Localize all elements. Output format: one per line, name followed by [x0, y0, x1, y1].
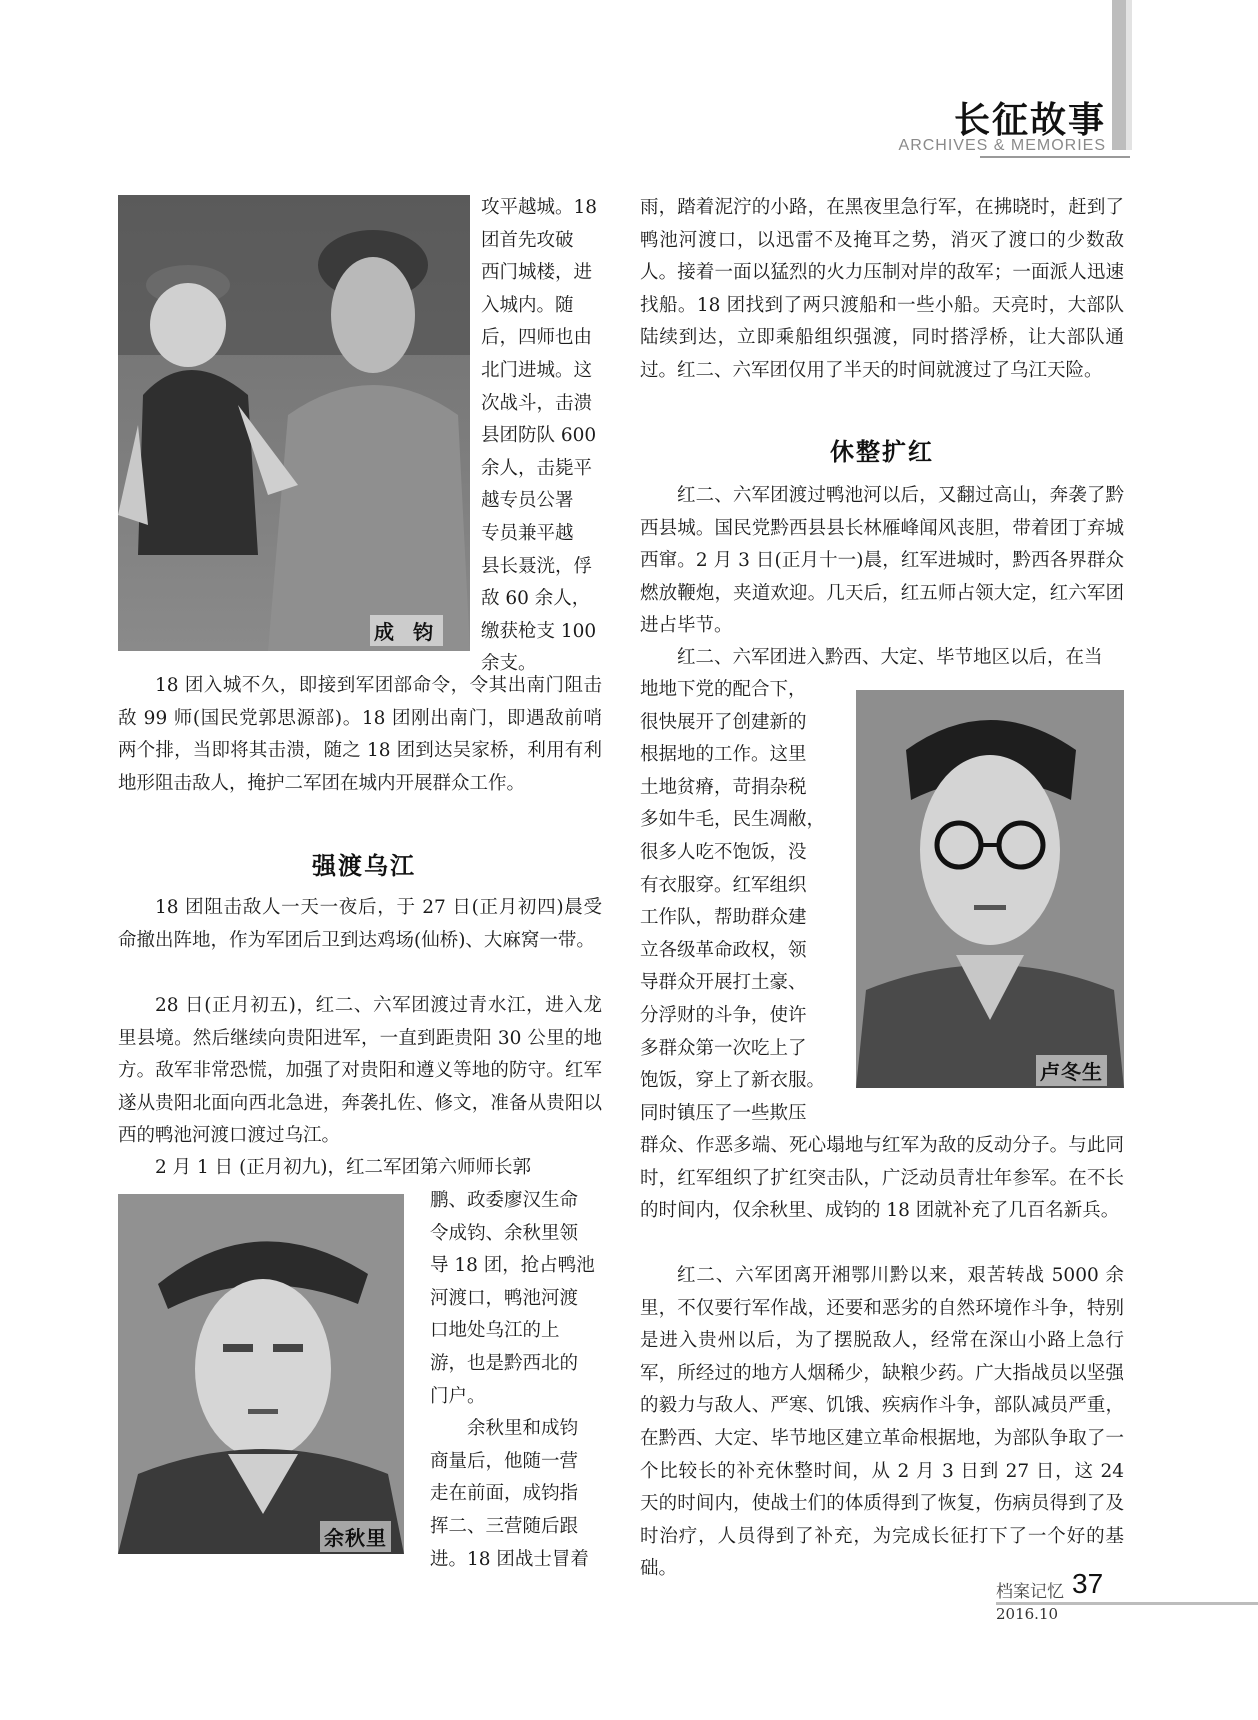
- paragraph: 红二、六军团离开湘鄂川黔以来，艰苦转战 5000 余里，不仅要行军作战，还要和恶劣的自然环境作斗争，特别是进入贵州以后，为了摆脱敌人，经常在深山小路上急行军，所经过的地方人烟稀少，缺粮少药。广大指战员以坚强的毅力与敌人、严寒、饥饿、疾病作斗争，部队减员严重，在黔西、大定、毕节地区建立革命根据地，为部队争取了一个比较长的补充休整时间，从 2 月 3 日到 27 日，这 24 天的时间内，使战士们的体质得到了恢复，伤病员得到了及时治疗，人员得到了补充，为完成长征打下了一个好的基础。: [640, 1265, 1124, 1580]
- paragraph: 雨，踏着泥泞的小路，在黑夜里急行军，在拂晓时，赶到了鸭池河渡口，以迅雷不及掩耳之势，消灭了渡口的少数敌人。接着一面以猛烈的火力压制对岸的敌军；一面派人迅速找船。18 团找到了两只渡船和一些小船。天亮时，大部队陆续到达，立即乘船组织强渡，同时搭浮桥，让大部队通过。红二、六军团仅用了半天的时间就渡过了乌江天险。: [640, 197, 1124, 381]
- paragraph: 群众、作恶多端、死心塌地与红军为敌的反动分子。与此同时，红军组织了扩红突击队，广泛动员青壮年参军。在不长的时间内，仅余秋里、成钧的 18 团就补充了几百名新兵。: [640, 1135, 1124, 1222]
- paragraph: 红二、六军团进入黔西、大定、毕节地区以后，在当: [677, 647, 1103, 668]
- right-wrap-block: [640, 674, 840, 1130]
- wrap-line: 缴获枪支 100: [481, 620, 597, 642]
- wrap-line: 口地处乌江的上: [430, 1320, 560, 1342]
- wrap-line: 越专员公署: [481, 490, 574, 512]
- decorative-bar-light: [1126, 0, 1132, 150]
- paragraph: 28 日(正月初五)，红二、六军团渡过青水江，进入龙里县境。然后继续向贵阳进军，一直到距贵阳 30 公里的地方。敌军非常恐慌，加强了对贵阳和遵义等地的防守。红军遂从贵阳北面向西北急进，奔袭扎佐、修文，准备从贵阳以西的鸭池河渡口渡过乌江。: [118, 995, 602, 1147]
- wrap-line: 县团防队 600: [481, 425, 597, 447]
- paragraph: 18 团阻击敌人一天一夜后，于 27 日(正月初四)晨受命撤出阵地，作为军团后卫到达鸡场(仙桥)、大麻窝一带。: [118, 897, 602, 951]
- wrap-line: 有衣服穿。红军组织: [640, 874, 807, 896]
- section-heading: 强渡乌江: [312, 852, 416, 880]
- wrap-line: 导群众开展打土豪、: [640, 972, 807, 994]
- wrap-line: 专员兼平越: [481, 522, 574, 544]
- wrap-line: 分浮财的斗争，使许: [640, 1004, 807, 1026]
- section-subtitle: ARCHIVES & MEMORIES: [898, 137, 1106, 154]
- wrap-line: 西门城楼，进: [481, 262, 593, 284]
- wrap-line: 攻平越城。18: [481, 197, 598, 218]
- wrap-line: 敌 60 余人，: [481, 588, 591, 610]
- wrap-line: 土地贫瘠，苛捐杂税: [640, 776, 807, 798]
- header-divider: [980, 156, 1130, 158]
- photo-yuqiuli: [118, 1194, 404, 1554]
- wrap-line: 地地下党的配合下，: [640, 679, 807, 700]
- wrap-line: 导 18 团，抢占鸭池: [430, 1255, 595, 1277]
- wrap-line: 余支。: [481, 653, 537, 675]
- paragraph: 红二、六军团渡过鸭池河以后，又翻过高山，奔袭了黔西县城。国民党黔西县县长林雁峰闻风丧胆，带着团丁弃城西窜。2 月 3 日(正月十一)晨，红军进城时，黔西各界群众燃放鞭炮，夹道欢迎。几天后，红五师占领大定，红六军团进占毕节。: [640, 485, 1124, 637]
- section-title: 长征故事: [953, 99, 1106, 141]
- photo-chengjun-image: [118, 195, 470, 651]
- wrap-line: 余人，击毙平: [481, 457, 593, 479]
- wrap-line: 多群众第一次吃上了: [640, 1037, 807, 1059]
- wrap-line: 饱饭，穿上了新衣服。: [640, 1070, 826, 1092]
- wrap-line: 很快展开了创建新的: [640, 711, 807, 733]
- page-number: 37: [1072, 1568, 1104, 1599]
- wrap-line: 走在前面，成钧指: [430, 1483, 579, 1505]
- photo-caption: 卢冬生: [1036, 1055, 1107, 1086]
- wrap-line: 游，也是黔西北的: [430, 1352, 579, 1374]
- left-wrap-block-2: [430, 1185, 606, 1576]
- photo-caption: 成 钧: [370, 615, 443, 646]
- wrap-line: 多如牛毛，民生凋敝，: [640, 809, 826, 831]
- wrap-line: 余秋里和成钧: [467, 1418, 579, 1440]
- wrap-line: 进。18 团战士冒着: [430, 1548, 589, 1570]
- wrap-line: 很多人吃不饱饭，没: [640, 841, 807, 863]
- photo-caption: 余秋里: [320, 1521, 391, 1552]
- wrap-line: 挥二、三营随后跟: [430, 1515, 579, 1537]
- left-wrap-block-1: [481, 192, 605, 681]
- wrap-line: 县长聂洸，俘: [481, 555, 593, 577]
- paragraph: 18 团入城不久，即接到军团部命令，令其出南门阻击敌 99 师(国民党郭思源部)。18 团刚出南门，即遇敌前哨两个排，当即将其击溃，随之 18 团到达吴家桥，利用有利地形阻击敌人，掩护二军团在城内开展群众工作。: [118, 675, 602, 794]
- photo-chengjun: [118, 195, 470, 651]
- photo-ludongsheng-image: [856, 690, 1124, 1088]
- wrap-line: 入城内。随: [481, 294, 574, 316]
- paragraph: 2 月 1 日 (正月初九)，红二军团第六师师长郭: [155, 1157, 531, 1178]
- wrap-line: 次战斗，击溃: [481, 392, 593, 414]
- wrap-line: 根据地的工作。这里: [640, 744, 807, 766]
- wrap-line: 后，四师也由: [481, 327, 593, 349]
- decorative-bar: [1112, 0, 1126, 150]
- wrap-line: 令成钧、余秋里领: [430, 1222, 579, 1244]
- wrap-line: 鹏、政委廖汉生命: [430, 1190, 579, 1211]
- wrap-line: 北门进城。这: [481, 359, 593, 381]
- photo-yuqiuli-image: [118, 1194, 404, 1554]
- wrap-line: 工作队，帮助群众建: [640, 907, 807, 929]
- photo-ludongsheng: [856, 690, 1124, 1088]
- magazine-name: 档案记忆: [996, 1582, 1064, 1602]
- wrap-line: 河渡口，鸭池河渡: [430, 1287, 579, 1309]
- wrap-line: 商量后，他随一营: [430, 1450, 579, 1472]
- wrap-line: 同时镇压了一些欺压: [640, 1102, 807, 1124]
- issue-date: 2016.10: [996, 1605, 1059, 1623]
- wrap-line: 立各级革命政权，领: [640, 939, 807, 961]
- wrap-line: 团首先攻破: [481, 229, 574, 251]
- section-heading: 休整扩红: [830, 438, 934, 466]
- wrap-line: 门户。: [430, 1385, 486, 1407]
